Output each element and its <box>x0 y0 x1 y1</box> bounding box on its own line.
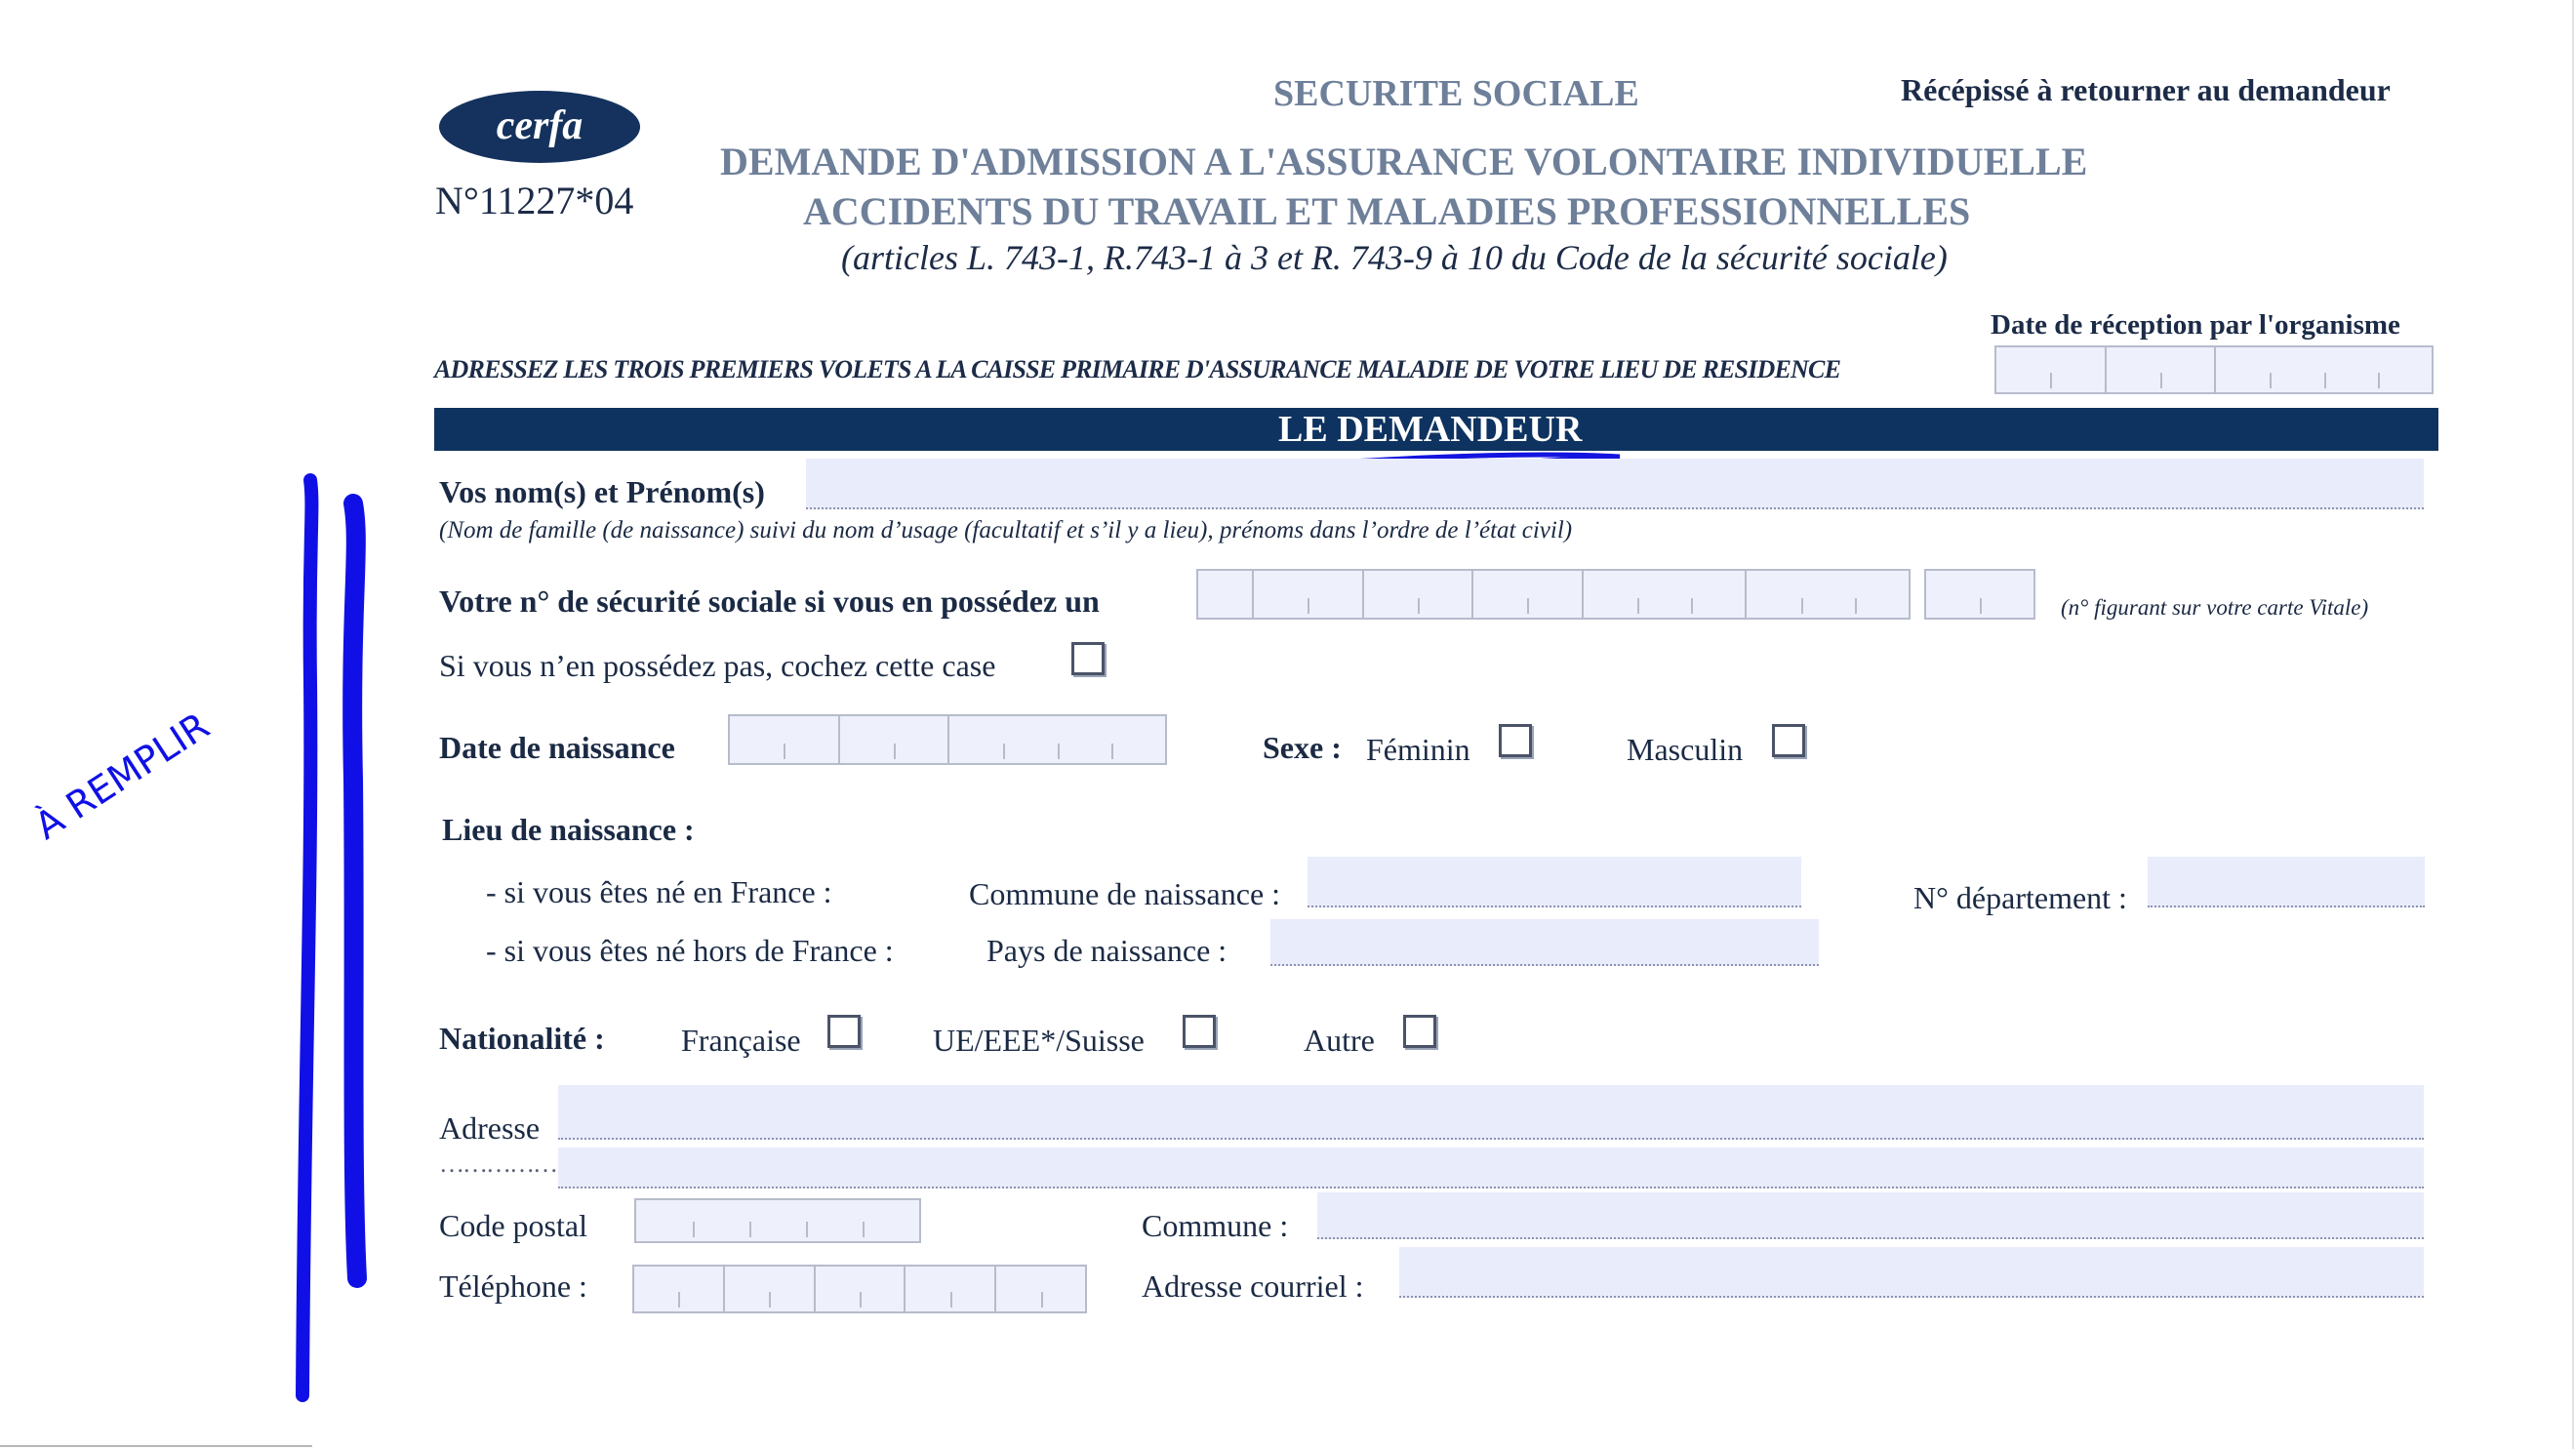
nationality-label: Nationalité : <box>439 1021 605 1056</box>
postal-code-label: Code postal <box>439 1208 587 1243</box>
ssn-hint: (n° figurant sur votre carte Vitale) <box>2061 595 2369 620</box>
department-field[interactable] <box>2148 857 2425 907</box>
ssn-field[interactable] <box>1196 569 1911 620</box>
address-field-line2[interactable] <box>558 1147 2424 1188</box>
no-ssn-label: Si vous n’en possédez pas, cochez cette case <box>439 648 996 683</box>
reception-date-label: Date de réception par l'organisme <box>1991 309 2400 341</box>
nationality-fr-label: Française <box>681 1023 801 1058</box>
receipt-label: Récépissé à retourner au demandeur <box>1901 72 2391 107</box>
address-label: Adresse <box>439 1110 541 1146</box>
sex-male-checkbox[interactable] <box>1772 724 1805 757</box>
form-title-line1: DEMANDE D'ADMISSION A L'ASSURANCE VOLONTAIRE INDIVIDUELLE <box>720 140 2088 183</box>
sex-label: Sexe : <box>1263 730 1342 765</box>
commune-birth-label: Commune de naissance : <box>969 876 1281 911</box>
org-title: SECURITE SOCIALE <box>1273 73 1639 114</box>
name-field[interactable] <box>806 459 2424 509</box>
address-continuation-dots: …………… <box>439 1149 556 1178</box>
page-bottom-rule <box>0 1445 312 1447</box>
nationality-fr-checkbox[interactable] <box>827 1015 861 1048</box>
annotation-label: À REMPLIR <box>27 704 218 848</box>
birthplace-label: Lieu de naissance : <box>442 812 695 847</box>
country-birth-field[interactable] <box>1270 919 1819 966</box>
birthdate-field[interactable] <box>728 714 1167 765</box>
department-label: N° département : <box>1913 880 2127 915</box>
sex-male-label: Masculin <box>1627 732 1744 767</box>
vertical-stroke-left <box>302 480 311 1395</box>
born-france-label: - si vous êtes né en France : <box>486 874 832 909</box>
phone-label: Téléphone : <box>439 1268 587 1304</box>
address-field-line1[interactable] <box>558 1085 2424 1140</box>
page-right-edge <box>2572 0 2574 1449</box>
sex-female-label: Féminin <box>1366 732 1470 767</box>
section-title: LE DEMANDEUR <box>1278 409 1583 450</box>
commune-label: Commune : <box>1142 1208 1289 1243</box>
birthdate-label: Date de naissance <box>439 730 675 765</box>
ssn-label: Votre n° de sécurité sociale si vous en possédez un <box>439 584 1100 619</box>
email-field[interactable] <box>1399 1247 2424 1298</box>
nationality-eu-label: UE/EEE*/Suisse <box>933 1023 1145 1058</box>
email-label: Adresse courriel : <box>1142 1268 1364 1304</box>
commune-birth-field[interactable] <box>1308 857 1801 907</box>
name-label: Vos nom(s) et Prénom(s) <box>439 474 765 509</box>
ssn-key-field[interactable] <box>1924 569 2035 620</box>
born-abroad-label: - si vous êtes né hors de France : <box>486 933 894 968</box>
no-ssn-checkbox[interactable] <box>1071 642 1105 675</box>
sex-female-checkbox[interactable] <box>1499 724 1532 757</box>
nationality-eu-checkbox[interactable] <box>1183 1015 1216 1048</box>
commune-field[interactable] <box>1317 1192 2424 1239</box>
postal-code-field[interactable] <box>634 1198 921 1243</box>
vertical-stroke-right <box>352 503 357 1278</box>
nationality-other-checkbox[interactable] <box>1403 1015 1436 1048</box>
instruction-line: ADRESSEZ LES TROIS PREMIERS VOLETS A LA CAISSE PRIMAIRE D'ASSURANCE MALADIE DE VOTRE LIEU DE RESIDENCE <box>434 355 1841 383</box>
nationality-other-label: Autre <box>1304 1023 1375 1058</box>
form-number: N°11227*04 <box>435 179 634 222</box>
name-hint: (Nom de famille (de naissance) suivi du nom d’usage (facultatif et s’il y a lieu), prénoms dans l’ordre de l’état civil) <box>439 517 1573 543</box>
form-title-line2: ACCIDENTS DU TRAVAIL ET MALADIES PROFESSIONNELLES <box>803 189 1971 233</box>
cerfa-logo: cerfa <box>439 91 640 163</box>
phone-field[interactable] <box>632 1265 1087 1313</box>
articles-reference: (articles L. 743-1, R.743-1 à 3 et R. 743-9 à 10 du Code de la sécurité sociale) <box>841 238 1948 277</box>
country-birth-label: Pays de naissance : <box>986 933 1228 968</box>
